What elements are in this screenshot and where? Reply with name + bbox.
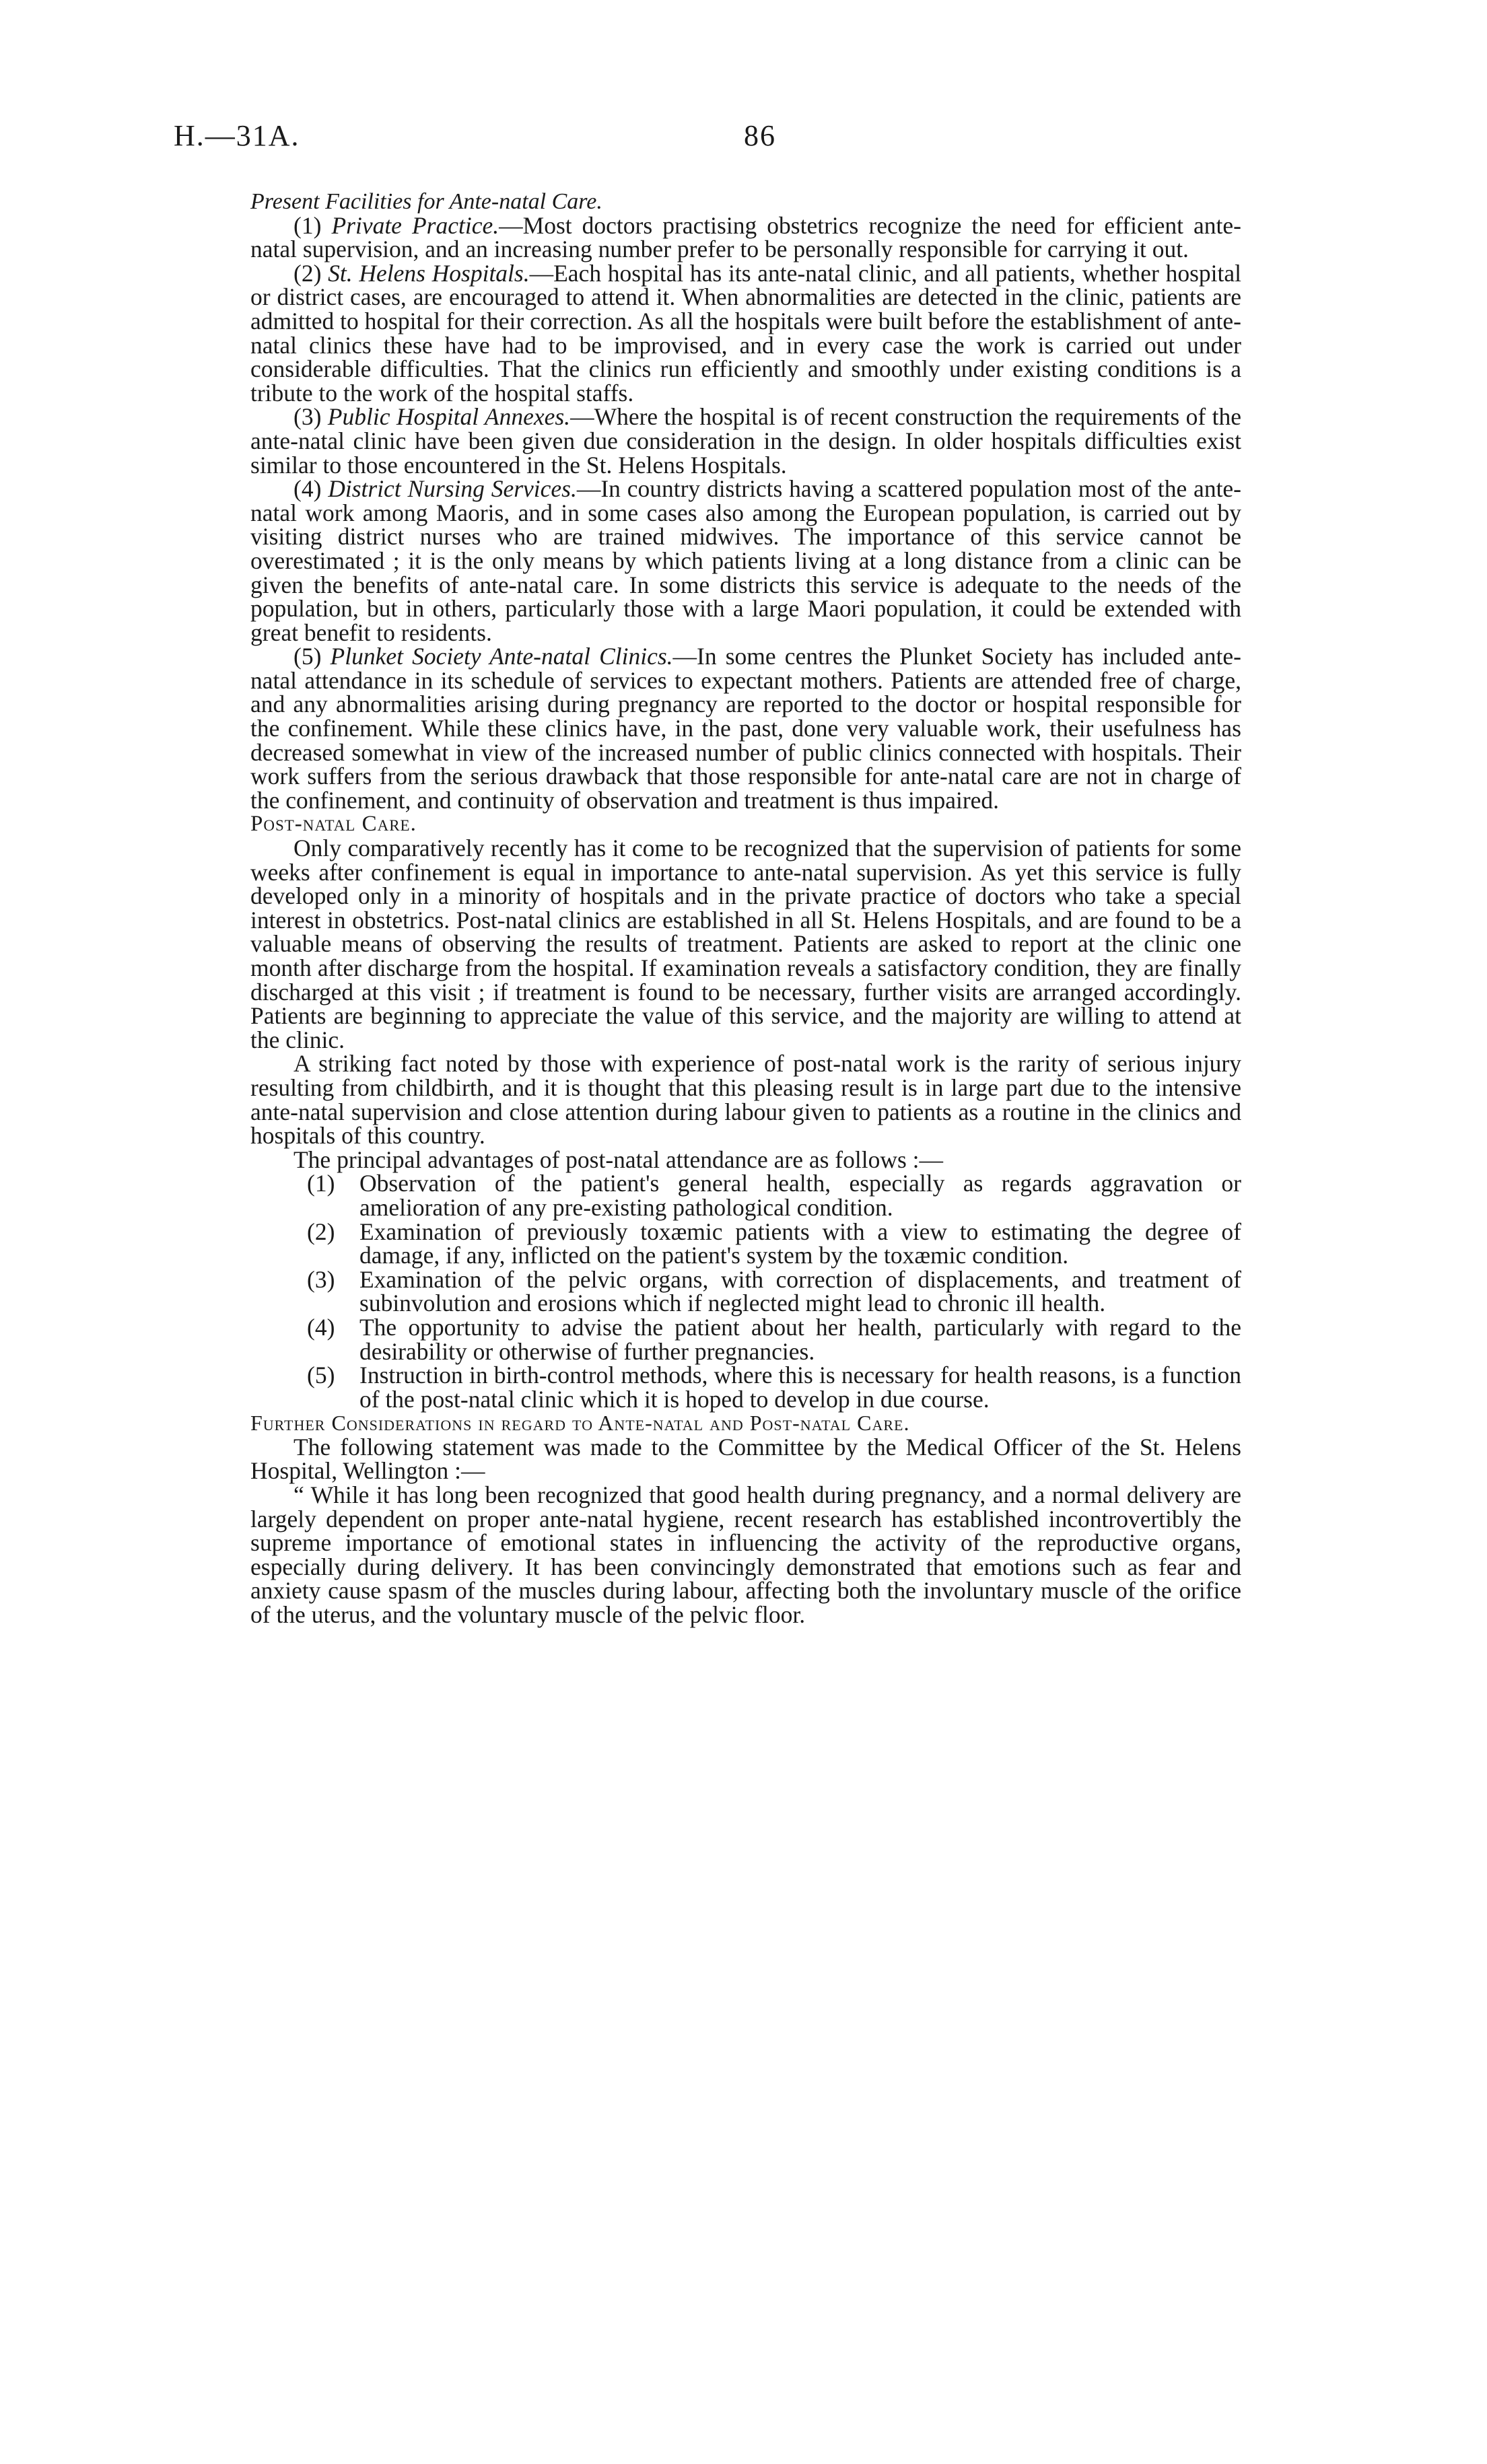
section-heading-further: Further Considerations in regard to Ante-natal and Post-natal Care.: [250, 1411, 910, 1436]
advantages-list: [250, 1172, 1241, 1411]
paragraph: The following statement was made to the Committee by the Medical Officer of the St. Helens Hospital, Wellington :—: [250, 1433, 1241, 1485]
facility-item: (2) St. Helens Hospitals.—Each hospital has its ante-natal clinic, and all patients, whether hospital or district cases, are encouraged to attend it. When abnormalities are detected in the clinic, patients are admitted to hospital for their correction. As all the hospitals were built before the establishment of ante-natal clinics these have had to be improvised, and in every case the work is carried out under considerable difficulties. That the clinics run efficiently and smoothly under existing conditions is a tribute to the work of the hospital staffs.: [250, 259, 1241, 407]
section-heading-antenatal: Present Facilities for Ante-natal Care.: [250, 189, 602, 214]
facility-item: (1) Private Practice.—Most doctors practising obstetrics recognize the need for efficient ante-natal supervision, and an increasing number prefer to be personally responsible for carrying it out.: [250, 211, 1241, 263]
page-number: 86: [744, 119, 776, 152]
report-reference: H.—31A.: [174, 119, 300, 152]
paragraph: Only comparatively recently has it come to be recognized that the supervision of patients for some weeks after confinement is equal in importance to ante-natal supervision. As yet this service is fully developed only in a minority of hospitals and in the private practice of doctors who take a special interest in obstetrics. Post-natal clinics are established in all St. Helens Hospitals, and are found to be a valuable means of observing the results of treatment. Patients are asked to report at the clinic one month after discharge from the hospital. If examination reveals a satisfactory condition, they are finally discharged at this visit ; if treatment is found to be necessary, further visits are arranged accordingly. Patients are beginning to appreciate the value of this service, and the majority are willing to attend at the clinic.: [250, 835, 1241, 1053]
page-body: [250, 190, 1241, 1627]
paragraph: A striking fact noted by those with experience of post-natal work is the rarity of serious injury resulting from childbirth, and it is thought that this pleasing result is in large part due to the intensive ante-natal supervision and close attention during labour given to patients as a routine in the clinics and hospitals of this country.: [250, 1050, 1241, 1150]
list-item: (3) Examination of the pelvic organs, with correction of displacements, and treatment of subinvolution and erosions which if neglected might lead to chronic ill health.: [307, 1265, 1241, 1317]
quoted-statement: “ While it has long been recognized that good health during pregnancy, and a normal delivery are largely dependent on proper ante-natal hygiene, recent research has established incontrovertibly the supreme importance of emotional states in influencing the activity of the reproductive organs, especially during delivery. It has been convincingly demonstrated that emotions such as fear and anxiety cause spasm of the muscles during labour, affecting both the involuntary muscle of the orifice of the uterus, and the voluntary muscle of the pelvic floor.: [250, 1481, 1241, 1629]
list-item: (4) The opportunity to advise the patient about her health, particularly with regard to the desirability or otherwise of further pregnancies.: [307, 1313, 1241, 1365]
facility-item: (3) Public Hospital Annexes.—Where the hospital is of recent construction the requirements of the ante-natal clinic have been given due consideration in the design. In older hospitals difficulties exist similar to those encountered in the St. Helens Hospitals.: [250, 403, 1241, 479]
paragraph: The principal advantages of post-natal attendance are as follows :—: [293, 1146, 944, 1173]
section-heading-postnatal: Post-natal Care.: [250, 812, 417, 837]
facility-item: (4) District Nursing Services.—In country districts having a scattered population most of the ante-natal work among Maoris, and in some cases also among the European population, is carried out by visiting district nurses who are trained midwives. The importance of this service cannot be overestimated ; it is the only means by which patients living at a long distance from a clinic can be given the benefits of ante-natal care. In some districts this service is adequate to the needs of the population, but in others, particularly those with a large Maori population, it could be extended with great benefit to residents.: [250, 475, 1242, 646]
facility-item: (5) Plunket Society Ante-natal Clinics.—In some centres the Plunket Society has included ante-natal attendance in its schedule of services to expectant mothers. Patients are attended free of charge, and any abnormalities arising during pregnancy are reported to the doctor or hospital responsible for the confinement. While these clinics have, in the past, done very valuable work, their usefulness has decreased somewhat in view of the increased number of public clinics connected with hospitals. Their work suffers from the serious drawback that those responsible for ante-natal care are not in charge of the confinement, and continuity of observation and treatment is thus impaired.: [250, 643, 1241, 814]
list-item: (5) Instruction in birth-control methods, where this is necessary for health reasons, is a function of the post-natal clinic which it is hoped to develop in due course.: [307, 1362, 1241, 1413]
list-item: (2) Examination of previously toxæmic patients with a view to estimating the degree of damage, if any, inflicted on the patient's system by the toxæmic condition.: [307, 1218, 1241, 1269]
list-item: (1) Observation of the patient's general health, especially as regards aggravation or amelioration of any pre-existing pathological condition.: [307, 1170, 1241, 1221]
